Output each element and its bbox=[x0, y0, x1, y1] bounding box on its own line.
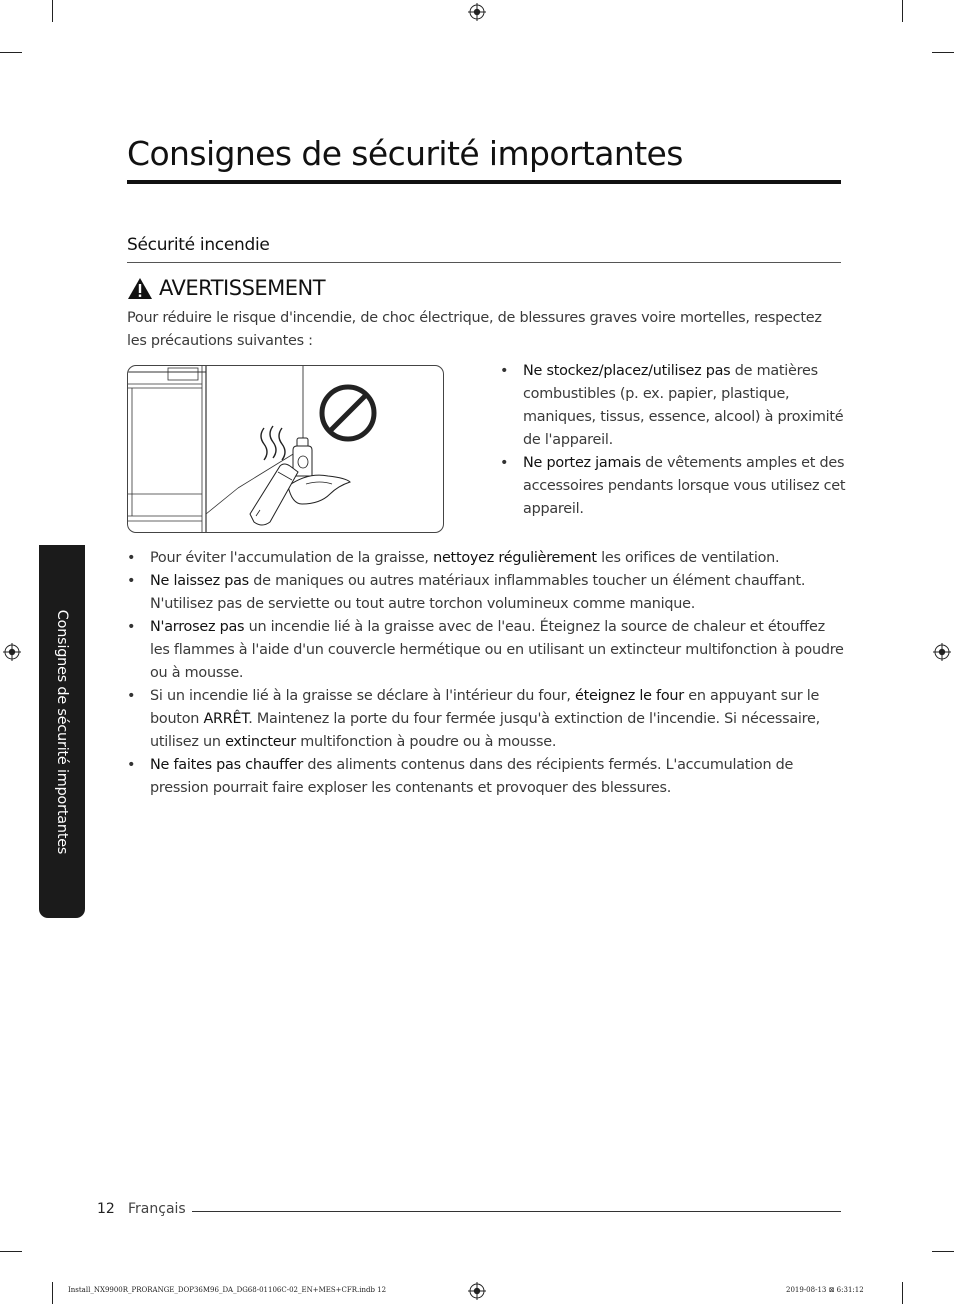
bullet-text: des aliments contenus dans des récipients fermés. L'accumulation de pression pourrait faire exploser les contenants et provoquer des blessures. bbox=[150, 757, 794, 796]
warning-header bbox=[127, 274, 325, 302]
crop-mark bbox=[902, 1282, 903, 1304]
emphasis-text: ARRÊT bbox=[203, 711, 249, 727]
crop-mark bbox=[902, 0, 903, 22]
bullet-text: . Maintenez la porte du four fermée jusqu'à extinction de l'incendie. Si nécessaire, utilisez un bbox=[150, 711, 820, 750]
warning-label: AVERTISSEMENT bbox=[159, 276, 326, 300]
emphasis-text: Ne faites pas chauffer bbox=[150, 757, 304, 773]
print-imprint-timestamp: 2019-08-13 ⊠ 6:31:12 bbox=[786, 1286, 864, 1294]
crop-mark bbox=[52, 1282, 53, 1304]
section-heading: Sécurité incendie bbox=[127, 235, 270, 255]
bullet-text: un incendie lié à la graisse avec de l'eau. Éteignez la source de chaleur et étouffez les flammes à l'aide d'un couvercle hermétique ou en utilisant un extincteur multifonction à poudre ou à mousse. bbox=[150, 619, 844, 681]
crop-mark bbox=[0, 52, 22, 53]
chapter-side-tab-label: Consignes de sécurité importantes bbox=[54, 609, 70, 854]
crop-mark bbox=[52, 0, 53, 22]
oven-illustration bbox=[127, 365, 444, 533]
emphasis-text: éteignez le four bbox=[575, 688, 684, 704]
footer-divider bbox=[192, 1211, 841, 1212]
registration-mark-icon bbox=[468, 1282, 486, 1300]
footer-language: Français bbox=[128, 1201, 186, 1217]
crop-mark bbox=[932, 1251, 954, 1252]
warning-triangle-icon bbox=[127, 277, 153, 300]
list-item bbox=[127, 616, 847, 685]
list-item bbox=[500, 452, 846, 521]
emphasis-text: extincteur bbox=[225, 734, 296, 750]
registration-mark-icon bbox=[3, 643, 21, 661]
bullet-text: de matières combustibles (p. ex. papier, plastique, maniques, tissus, essence, alcool) à proximité de l'appareil. bbox=[523, 363, 844, 448]
crop-mark bbox=[932, 52, 954, 53]
intro-text: Pour réduire le risque d'incendie, de choc électrique, de blessures graves voire mortelles, respectez les précautions suivantes : bbox=[127, 310, 822, 349]
crop-mark bbox=[0, 1251, 22, 1252]
bullet-text: en appuyant sur le bouton bbox=[150, 688, 820, 727]
bullet-text: Pour éviter l'accumulation de la graisse, bbox=[150, 550, 434, 566]
title-divider bbox=[127, 180, 841, 184]
registration-mark-icon bbox=[468, 3, 486, 21]
list-item bbox=[127, 685, 847, 754]
registration-mark-icon bbox=[933, 643, 951, 661]
emphasis-text: Ne stockez/placez/utilisez pas bbox=[523, 363, 731, 379]
print-imprint-file: Install_NX9900R_PRORANGE_DOP36M96_DA_DG68-01106C-02_EN+MES+CFR.indb 12 bbox=[68, 1286, 387, 1294]
emphasis-text: N'arrosez pas bbox=[150, 619, 245, 635]
list-item bbox=[127, 547, 847, 570]
list-item bbox=[500, 360, 846, 452]
page-number: 12 bbox=[97, 1201, 115, 1217]
bullet-text: de maniques ou autres matériaux inflammables toucher un élément chauffant. N'utilisez pas de serviette ou tout autre torchon volumineux comme manique. bbox=[150, 573, 806, 612]
chapter-side-tab bbox=[39, 545, 85, 918]
main-bullet-list bbox=[127, 547, 847, 800]
side-bullet-list bbox=[500, 360, 846, 521]
emphasis-text: Ne portez jamais bbox=[523, 455, 641, 471]
list-item bbox=[127, 754, 847, 800]
page-title: Consignes de sécurité importantes bbox=[127, 134, 683, 173]
list-item bbox=[127, 570, 847, 616]
oven-combustibles-drawing bbox=[128, 366, 444, 533]
emphasis-text: Ne laissez pas bbox=[150, 573, 249, 589]
bullet-text: de vêtements amples et des accessoires pendants lorsque vous utilisez cet appareil. bbox=[523, 455, 846, 517]
section-divider bbox=[127, 262, 841, 263]
bullet-text: multifonction à poudre ou à mousse. bbox=[295, 734, 557, 750]
bullet-text: les orifices de ventilation. bbox=[596, 550, 780, 566]
emphasis-text: nettoyez régulièrement bbox=[433, 550, 597, 566]
bullet-text: Si un incendie lié à la graisse se déclare à l'intérieur du four, bbox=[150, 688, 575, 704]
